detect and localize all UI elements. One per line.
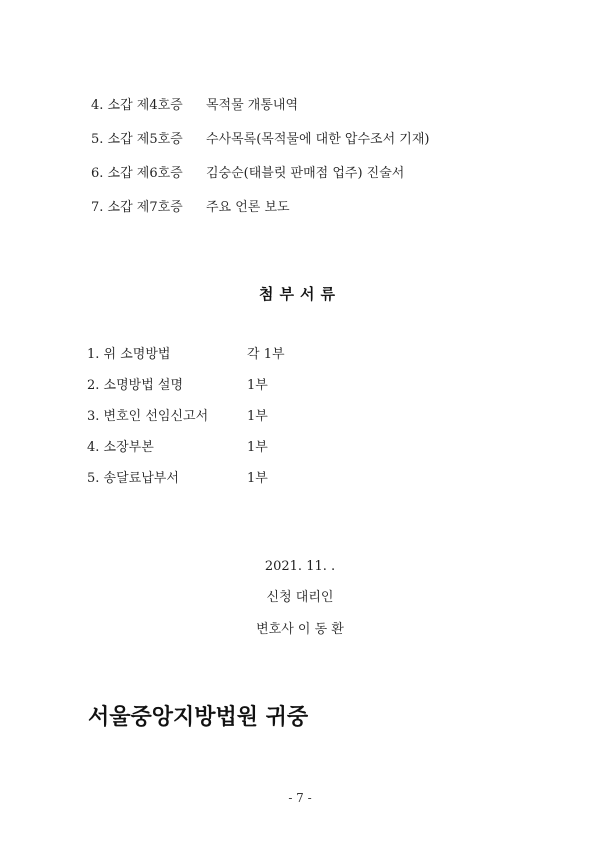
attachment-name: 3. 변호인 선임신고서 — [87, 409, 209, 424]
applicant-agent: 신청 대리인 — [266, 590, 334, 605]
evidence-item-5 — [0, 130, 600, 164]
evidence-item-4 — [0, 96, 600, 130]
attachment-item — [0, 407, 600, 438]
evidence-description: 김숭순(태블릿 판매점 업주) 진술서 — [206, 166, 405, 181]
evidence-number: 4. 소갑 제4호증 — [91, 98, 183, 113]
page-number: - 7 - — [288, 791, 312, 805]
evidence-list — [0, 96, 600, 232]
attachment-item — [0, 438, 600, 469]
attachment-item — [0, 376, 600, 407]
attachment-item — [0, 469, 600, 500]
evidence-item-7 — [0, 198, 600, 232]
attachment-item — [0, 345, 600, 376]
evidence-description: 주요 언론 보도 — [206, 200, 290, 215]
evidence-number: 5. 소갑 제5호증 — [91, 132, 183, 147]
court-addressee: 서울중앙지방법원 귀중 — [88, 705, 309, 730]
filing-date: 2021. 11. . — [264, 559, 336, 574]
attachment-quantity: 1부 — [247, 409, 268, 424]
attachment-quantity: 각 1부 — [247, 347, 285, 362]
evidence-description: 목적물 개통내역 — [206, 98, 299, 113]
lawyer-name: 변호사 이 동 환 — [256, 622, 344, 637]
attachments-title: 첨부서류 — [259, 285, 341, 303]
attachment-quantity: 1부 — [247, 471, 268, 486]
attachment-name: 4. 소장부본 — [87, 440, 154, 455]
attachment-quantity: 1부 — [247, 378, 268, 393]
evidence-description: 수사목록(목적물에 대한 압수조서 기재) — [206, 132, 430, 147]
evidence-number: 6. 소갑 제6호증 — [91, 166, 183, 181]
attachment-name: 2. 소명방법 설명 — [87, 378, 184, 393]
attachment-name: 1. 위 소명방법 — [87, 347, 171, 362]
evidence-item-6 — [0, 164, 600, 198]
attachment-quantity: 1부 — [247, 440, 268, 455]
attachments-list — [0, 345, 600, 500]
evidence-number: 7. 소갑 제7호증 — [91, 200, 183, 215]
attachment-name: 5. 송달료납부서 — [87, 471, 179, 486]
